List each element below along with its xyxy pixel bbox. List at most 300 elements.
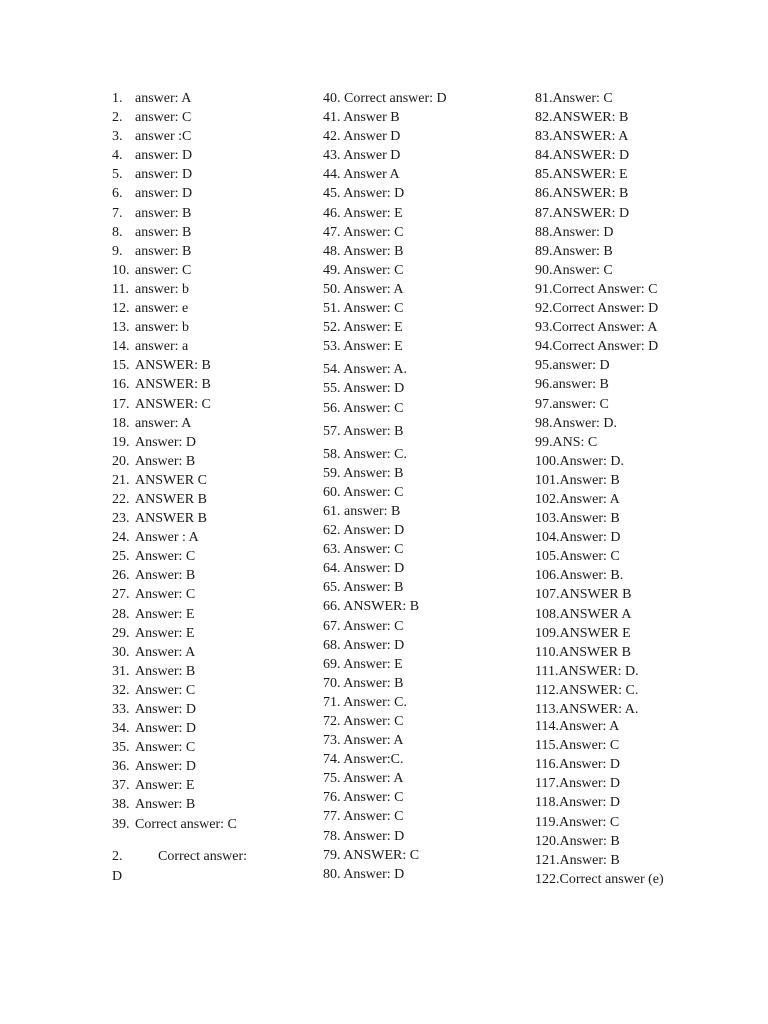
wrapped-correct-answer-note (112, 847, 272, 887)
answer-text: Answer: D (343, 381, 405, 397)
answer-line (112, 414, 312, 433)
answer-text: Answer: A (343, 281, 404, 297)
question-number: 74. (323, 752, 341, 768)
answer-text: ANSWER: B (552, 186, 629, 202)
answer-line (323, 223, 523, 242)
answer-text: Answer: B. (559, 568, 624, 584)
question-number: 110. (535, 644, 559, 660)
question-number: 119. (535, 814, 559, 830)
question-number: 62. (323, 523, 341, 539)
answer-line (323, 712, 523, 731)
answer-text: Answer: E (343, 339, 403, 355)
question-number: 32. (112, 682, 130, 698)
question-number: 34. (112, 721, 130, 737)
answer-line (535, 89, 760, 108)
answer-line (112, 452, 312, 471)
answer-line (535, 242, 760, 261)
answer-column-2 (323, 89, 523, 884)
question-number: 88. (535, 224, 553, 240)
question-number: 107. (535, 587, 560, 603)
question-number: 105. (535, 549, 560, 565)
answer-text: Answer: D (135, 434, 197, 450)
answer-text: Answer: C (343, 809, 404, 825)
answer-text: Answer: B (343, 243, 404, 259)
question-number: 63. (323, 542, 341, 558)
question-number: 91. (535, 281, 553, 297)
answer-line (323, 769, 523, 788)
answer-line (323, 807, 523, 826)
answer-text: Answer: C (552, 262, 613, 278)
answer-text: Answer: C (343, 224, 404, 240)
question-number: 82. (535, 110, 553, 126)
answer-line (112, 280, 312, 299)
question-number: 68. (323, 637, 341, 653)
answer-line (535, 375, 760, 394)
answer-text: answer: D (135, 167, 193, 183)
answer-text: Answer: C (343, 484, 404, 500)
answer-line (323, 655, 523, 674)
answer-text: ANSWER B (558, 644, 631, 660)
answer-line (323, 521, 523, 540)
answer-line (112, 184, 312, 203)
answer-line (535, 184, 760, 203)
answer-text: Correct answer: D (344, 91, 447, 106)
question-number: 113. (535, 702, 559, 717)
answer-text: ANSWER: A. (558, 702, 639, 717)
question-number: 25. (112, 549, 130, 565)
answer-line (323, 674, 523, 693)
answer-text: ANSWER: E (552, 167, 628, 183)
question-number: 49. (323, 262, 341, 278)
question-number: 17. (112, 396, 130, 412)
question-number: 58. (323, 446, 341, 462)
answer-line (323, 399, 523, 418)
question-number: 9. (112, 243, 123, 259)
question-number: 89. (535, 243, 553, 259)
answer-text: ANSWER A (559, 606, 632, 622)
answer-line (323, 597, 523, 616)
answer-text: Answer: C (343, 262, 404, 278)
answer-line (323, 693, 523, 712)
answer-text: answer: C (552, 396, 609, 412)
question-number: 67. (323, 618, 341, 634)
answer-text: Answer: D. (559, 453, 625, 469)
answer-text: Answer: D (343, 186, 405, 202)
answer-text: Answer: E (343, 205, 403, 221)
question-number: 21. (112, 472, 130, 488)
answer-text: Correct Answer: A (552, 320, 658, 336)
question-number: 18. (112, 415, 130, 431)
answer-line (535, 127, 760, 146)
question-number: 85. (535, 167, 553, 183)
answer-line (535, 624, 760, 643)
answer-text: ANSWER C (135, 472, 207, 488)
answer-line (323, 788, 523, 807)
answer-text: Answer: C (135, 682, 196, 698)
answer-text: Answer: B (135, 797, 196, 813)
question-number: 1. (112, 91, 123, 106)
question-number: 44. (323, 167, 341, 183)
question-number: 15. (112, 358, 130, 374)
answer-line (535, 755, 760, 774)
note-number: 2. (112, 849, 123, 864)
answer-line (535, 774, 760, 793)
answer-text: Answer: B (559, 511, 620, 527)
question-number: 92. (535, 301, 553, 317)
question-number: 48. (323, 243, 341, 259)
answer-text: ANSWER B (559, 587, 632, 603)
answer-line (323, 280, 523, 299)
answer-line (323, 827, 523, 846)
question-number: 7. (112, 205, 123, 221)
question-number: 19. (112, 434, 130, 450)
answer-text: Answer: E (135, 625, 195, 641)
answer-line (535, 793, 760, 812)
answer-line (112, 471, 312, 490)
answer-text: Answer: E (135, 606, 195, 622)
answer-line (323, 445, 523, 464)
answer-line (535, 851, 760, 870)
answer-text: answer: D (552, 358, 610, 374)
answer-line (112, 395, 312, 414)
answer-line (535, 356, 760, 375)
question-number: 55. (323, 381, 341, 397)
answer-text: answer: C (135, 110, 192, 126)
answer-line (112, 757, 312, 776)
answer-text: ANSWER: B (135, 358, 211, 374)
question-number: 65. (323, 580, 341, 596)
answer-text: Correct Answer: C (552, 281, 658, 297)
question-number: 24. (112, 530, 130, 546)
answer-text: Answer: D (552, 224, 614, 240)
answer-column-1 (112, 89, 312, 834)
answer-line (323, 422, 523, 441)
answer-text: ANSWER: D (552, 205, 630, 221)
answer-line (112, 490, 312, 509)
answer-text: Answer: B (559, 852, 620, 868)
answer-line (535, 509, 760, 528)
answer-line (112, 700, 312, 719)
answer-text: Answer: C (343, 714, 404, 729)
question-number: 6. (112, 186, 123, 202)
answer-line (535, 146, 760, 165)
question-number: 93. (535, 320, 553, 336)
answer-text: Answer: B (559, 472, 620, 488)
answer-line (535, 452, 760, 471)
answer-text: answer: b (135, 281, 190, 297)
question-number: 75. (323, 771, 341, 787)
answer-line (323, 750, 523, 769)
answer-line (323, 483, 523, 502)
answer-text: Answer : A (135, 530, 199, 546)
question-number: 3. (112, 129, 123, 145)
question-number: 22. (112, 491, 130, 507)
answer-text: Answer: A (559, 491, 620, 507)
question-number: 50. (323, 281, 341, 297)
answer-text: Answer: E (135, 778, 195, 794)
answer-text: Correct answer (e) (559, 871, 664, 887)
question-number: 69. (323, 656, 341, 672)
answer-line (112, 738, 312, 757)
answer-line (112, 795, 312, 814)
question-number: 16. (112, 377, 130, 393)
answer-text: Answer: B (343, 580, 404, 596)
answer-line (112, 299, 312, 318)
answer-text: answer: e (135, 301, 189, 317)
question-number: 60. (323, 484, 341, 500)
question-number: 28. (112, 606, 130, 622)
answer-line (535, 490, 760, 509)
answer-line (112, 356, 312, 375)
answer-line (323, 464, 523, 483)
note-text: Correct answer: (158, 849, 248, 864)
answer-line (535, 585, 760, 604)
question-number: 109. (535, 625, 560, 641)
answer-line (112, 375, 312, 394)
answer-text: Answer: D (135, 702, 197, 717)
question-number: 4. (112, 148, 123, 164)
answer-text: answer: B (135, 205, 192, 221)
question-number: 117. (535, 776, 559, 792)
answer-text: Answer: D (343, 637, 405, 653)
answer-text: answer: a (135, 339, 189, 355)
answer-line (323, 89, 523, 108)
question-number: 84. (535, 148, 553, 164)
question-number: 111. (535, 663, 559, 679)
answer-text: ANSWER: C (343, 847, 420, 863)
question-number: 71. (323, 694, 341, 710)
answer-line (323, 846, 523, 865)
answer-text: ANSWER B (135, 491, 207, 507)
answer-text: Answer: E (343, 320, 403, 336)
answer-line (112, 318, 312, 337)
answer-text: Answer: D (135, 759, 197, 775)
answer-text: Answer: B (135, 568, 196, 584)
answer-text: ANS: C (552, 434, 598, 450)
question-number: 115. (535, 738, 559, 754)
question-number: 70. (323, 675, 341, 691)
question-number: 57. (323, 423, 341, 439)
question-number: 101. (535, 472, 560, 488)
answer-text: Answer: B (343, 423, 404, 439)
answer-line (112, 223, 312, 242)
answer-line (112, 242, 312, 261)
question-number: 43. (323, 148, 341, 164)
question-number: 106. (535, 568, 560, 584)
answer-text: answer: B (344, 503, 401, 519)
answer-text: ANSWER: D (552, 148, 630, 164)
question-number: 35. (112, 740, 130, 756)
answer-text: Answer: B (135, 453, 196, 469)
answer-text: Answer: C (558, 738, 620, 754)
answer-text: Answer: D (559, 530, 621, 546)
answer-line (535, 165, 760, 184)
answer-text: Answer: D (558, 776, 621, 792)
answer-line (112, 165, 312, 184)
answer-text: Answer: C. (343, 446, 408, 462)
answer-text: Answer: C (343, 790, 404, 806)
answer-line (323, 865, 523, 884)
answer-line (535, 395, 760, 414)
answer-text: answer: A (135, 415, 192, 431)
question-number: 45. (323, 186, 341, 202)
question-number: 78. (323, 828, 341, 844)
question-number: 100. (535, 453, 560, 469)
answer-text: answer: b (135, 320, 190, 336)
question-number: 103. (535, 511, 560, 527)
question-number: 72. (323, 714, 341, 729)
answer-line (535, 717, 760, 736)
answer-text: Answer: D. (552, 415, 618, 431)
answer-text: Answer A (343, 167, 400, 183)
answer-line (112, 605, 312, 624)
answer-line (112, 815, 312, 834)
answer-line (535, 736, 760, 755)
answer-text: Answer: A (135, 644, 196, 660)
question-number: 42. (323, 129, 341, 145)
answer-line (535, 337, 760, 356)
question-number: 94. (535, 339, 553, 355)
answer-line (535, 643, 760, 662)
answer-text: Answer: C (135, 587, 196, 603)
question-number: 26. (112, 568, 130, 584)
question-number: 96. (535, 377, 553, 393)
question-number: 41. (323, 110, 341, 126)
question-number: 38. (112, 797, 130, 813)
question-number: 98. (535, 415, 553, 431)
question-number: 87. (535, 205, 553, 221)
question-number: 53. (323, 339, 341, 355)
question-number: 29. (112, 625, 130, 641)
answer-line (535, 870, 760, 889)
question-number: 64. (323, 561, 341, 577)
answer-text: Answer: C. (343, 694, 408, 710)
answer-text: Answer: D (558, 757, 621, 773)
answer-line (323, 261, 523, 280)
answer-text: Answer: D (343, 561, 405, 577)
answer-line (535, 414, 760, 433)
answer-line (112, 662, 312, 681)
question-number: 108. (535, 606, 560, 622)
answer-text: ANSWER: C. (558, 682, 639, 698)
answer-line (323, 184, 523, 203)
answer-text: Answer: C (552, 91, 613, 106)
question-number: 59. (323, 465, 341, 481)
question-number: 99. (535, 434, 553, 450)
answer-line (112, 108, 312, 127)
answer-text: Answer: A (558, 719, 620, 735)
answer-text: answer: D (135, 186, 193, 202)
question-number: 112. (535, 682, 559, 698)
answer-text: ANSWER: D. (558, 663, 639, 679)
question-number: 122. (535, 871, 560, 887)
answer-text: Answer:C. (343, 752, 404, 768)
answer-text: Answer: D (343, 866, 405, 882)
question-number: 47. (323, 224, 341, 240)
question-number: 97. (535, 396, 553, 412)
answer-line (323, 540, 523, 559)
answer-line (535, 108, 760, 127)
answer-line (535, 547, 760, 566)
answer-line (112, 585, 312, 604)
answer-line (112, 204, 312, 223)
answer-text: Answer: C (343, 618, 404, 634)
question-number: 30. (112, 644, 130, 660)
question-number: 76. (323, 790, 341, 806)
question-number: 8. (112, 224, 123, 240)
answer-line (323, 165, 523, 184)
question-number: 23. (112, 511, 130, 527)
answer-text: Correct Answer: D (552, 301, 659, 317)
question-number: 56. (323, 400, 341, 416)
question-number: 51. (323, 301, 341, 317)
answer-line (323, 559, 523, 578)
answer-text: Answer: B (559, 833, 620, 849)
answer-text: Answer: A (343, 771, 404, 787)
answer-text: answer: A (135, 91, 192, 106)
question-number: 10. (112, 262, 130, 278)
question-number: 46. (323, 205, 341, 221)
answer-line (112, 509, 312, 528)
answer-text: Answer D (343, 129, 401, 145)
answer-text: ANSWER B (135, 511, 207, 527)
answer-line (535, 528, 760, 547)
answer-line (323, 204, 523, 223)
answer-line (535, 433, 760, 452)
answer-text: ANSWER: B (552, 110, 629, 126)
answer-line (323, 379, 523, 398)
answer-text: Answer: C (559, 549, 620, 565)
answer-text: ANSWER: A (552, 129, 629, 145)
answer-text: answer: D (135, 148, 193, 164)
question-number: 90. (535, 262, 553, 278)
question-number: 5. (112, 167, 123, 183)
answer-text: Answer: E (343, 656, 403, 672)
question-number: 66. (323, 599, 341, 615)
answer-text: Answer: B (135, 663, 196, 679)
question-number: 80. (323, 866, 341, 882)
question-number: 27. (112, 587, 130, 603)
answer-text: Answer: C (343, 301, 404, 317)
question-number: 14. (112, 339, 130, 355)
answer-line (535, 813, 760, 832)
answer-text: answer: B (135, 243, 192, 259)
answer-text: Answer: C (135, 549, 196, 565)
answer-line (323, 242, 523, 261)
answer-text: answer: C (135, 262, 192, 278)
question-number: 121. (535, 852, 560, 868)
answer-text: Answer: D (343, 523, 405, 539)
question-number: 61. (323, 503, 341, 519)
answer-text: Answer: D (343, 828, 405, 844)
answer-text: Answer: A. (343, 362, 408, 378)
question-number: 83. (535, 129, 553, 145)
question-number: 73. (323, 733, 341, 749)
answer-line (112, 624, 312, 643)
answer-line (535, 681, 760, 700)
answer-line (323, 360, 523, 379)
answer-text: Answer: B (343, 675, 404, 691)
question-number: 102. (535, 491, 560, 507)
answer-text: Answer: A (343, 733, 404, 749)
answer-line (535, 566, 760, 585)
answer-line (112, 433, 312, 452)
answer-text: Correct Answer: D (552, 339, 659, 355)
question-number: 20. (112, 453, 130, 469)
answer-line (323, 146, 523, 165)
answer-line (323, 578, 523, 597)
answer-line (535, 832, 760, 851)
